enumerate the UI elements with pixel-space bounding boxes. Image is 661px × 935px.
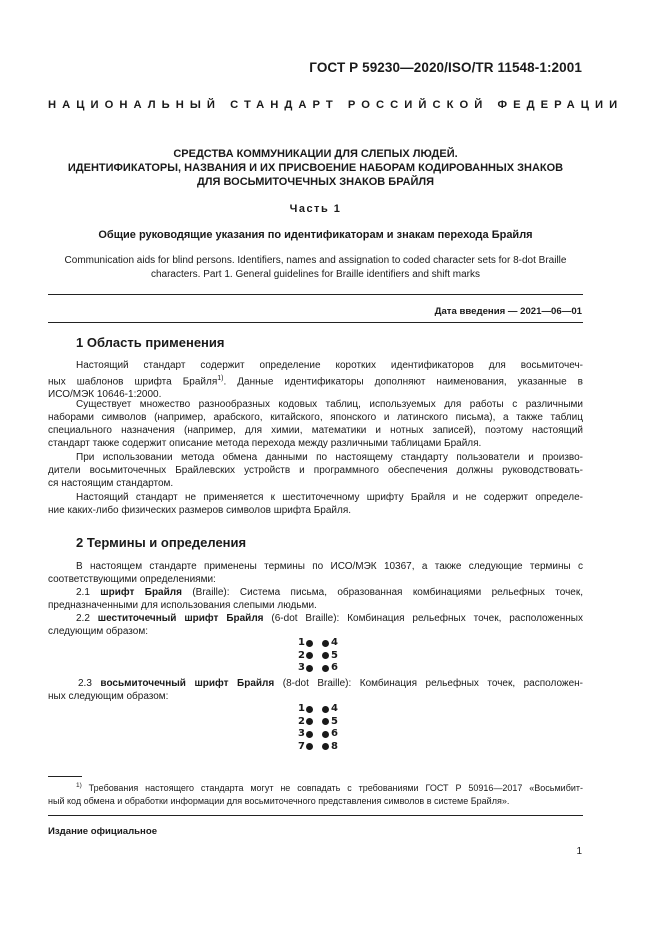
header-rule [48,294,583,295]
text-line: 2.1 шрифт Брайля (Braille): Система письма, образованная комбинациями рельефных точек, [76,587,584,598]
braille-dot-number: 3 [298,728,305,739]
braille-dot-icon [322,665,329,672]
section-2-intro [48,560,583,586]
braille-row [297,728,339,741]
text-line: наборами символов (например, арабского, китайского, японского и латинского письма), а также таблиц [48,412,583,423]
term-2-2 [48,612,583,638]
title-line: СРЕДСТВА КОММУНИКАЦИИ ДЛЯ СЛЕПЫХ ЛЮДЕЙ. [173,148,458,160]
part-subtitle: Общие руководящие указания по идентификаторам и знакам перехода Брайля [98,229,533,241]
braille-dot-number: 5 [331,649,338,661]
text-line: стандарт также содержит описание метода перехода между различными таблицами Брайля. [48,438,482,449]
braille-dot-icon [322,743,329,750]
text-line: Существует множество разнообразных кодовых таблиц, используемых для работы с различными [76,399,583,410]
footer-rule [48,815,583,816]
braille-dot-number: 2 [298,649,305,661]
title-line: ДЛЯ ВОСЬМИТОЧЕЧНЫХ ЗНАКОВ БРАЙЛЯ [196,176,435,188]
section-1-paragraph-2 [48,398,583,450]
braille-dot-number: 5 [331,715,338,727]
official-edition-label: Издание официальное [48,826,158,837]
term-2-3 [48,677,583,703]
braille-dot-number: 4 [331,703,338,714]
braille-dot-icon [306,640,313,647]
braille-dot-icon [322,652,329,659]
text-line: дители восьмиточечных Брайлевских устройств и программного обеспечения должны руководствовать- [48,465,583,476]
gost-code: ГОСТ Р 59230—2020/ISO/TR 11548-1:2001 [309,60,582,75]
braille-dot-icon [306,743,313,750]
text-line: ных следующим образом: [48,691,169,702]
braille-dot-icon [306,665,313,672]
text-line: соответствующими определениями: [48,574,216,585]
braille-dot-icon [306,718,313,725]
braille-row [297,650,339,663]
english-title [48,254,583,282]
braille-dot-number: 6 [331,728,338,739]
page-number: 1 [576,846,582,857]
section-1-paragraph-1 [48,359,583,401]
braille-dot-icon [322,640,329,647]
braille-8-dot-diagram [297,703,339,753]
braille-dot-number: 7 [298,740,305,752]
braille-dot-number: 6 [331,662,338,673]
text-line: ние каких-либо физических размеров символов шрифта Брайля. [48,505,352,516]
document-title [48,147,583,189]
text-line: 2.3 восьмиточечный шрифт Брайля (8-dot Braille): Комбинация рельефных точек, расположен- [78,678,583,689]
text-line: специального назначения (например, для химии, математики и нотных записей), поэтому настоящий [48,425,583,436]
braille-dot-icon [322,718,329,725]
braille-row [297,716,339,729]
section-2-heading: 2 Термины и определения [76,535,247,550]
braille-dot-number: 1 [298,703,305,714]
braille-dot-number: 3 [298,662,305,673]
footnote-mark: 1) [76,782,82,789]
braille-dot-icon [306,731,313,738]
braille-6-dot-diagram [297,637,339,675]
braille-dot-number: 1 [298,637,305,648]
braille-row [297,741,339,754]
footnote [48,780,583,807]
braille-dot-icon [306,652,313,659]
braille-dot-icon [322,706,329,713]
text-line: ИСО/МЭК 10646-1:2000. [48,389,162,401]
footnote-ref[interactable]: 1) [217,375,224,382]
section-1-heading: 1 Область применения [76,335,225,350]
date-rule [48,322,583,323]
term-name: шрифт Брайля [100,587,182,598]
braille-row [297,637,339,650]
english-title-line: Communication aids for blind persons. Identifiers, names and assignation to coded character sets for 8-dot Braille [64,255,567,266]
text-line: Настоящий стандарт не применяется к шеститочечному шрифту Брайля и не содержит определе- [76,492,583,503]
braille-dot-number: 4 [331,637,338,648]
english-title-line: characters. Part 1. General guidelines for Braille identifiers and shift marks [150,269,481,280]
braille-dot-number: 2 [298,715,305,727]
term-name: шеститочечный шрифт Брайля [97,613,264,624]
footnote-rule [48,776,82,777]
braille-dot-icon [306,706,313,713]
braille-dot-icon [322,731,329,738]
footnote-line: $^{1)}$ Требования настоящего стандарта могут не совпадать с требованиями ГОСТ Р 50916—2017 «Восьмибит- [76,782,583,793]
text-line: В настоящем стандарте применены термины по ИСО/МЭК 10367, а также следующие термины с [76,561,583,572]
term-2-1 [48,586,583,612]
text-line: следующим образом: [48,626,148,637]
braille-dot-number: 8 [331,740,338,752]
braille-row [297,662,339,675]
title-line: ИДЕНТИФИКАТОРЫ, НАЗВАНИЯ И ИХ ПРИСВОЕНИЕ НАБОРАМ КОДИРОВАННЫХ ЗНАКОВ [67,162,564,174]
part-label: Часть 1 [289,203,342,215]
introduction-date: Дата введения — 2021—06—01 [434,306,582,317]
text-line: предназначенными для использования слепыми людьми. [48,600,317,611]
text-line: При использовании метода обмена данными по настоящему стандарту пользователи и произво- [76,452,583,463]
section-1-paragraph-4 [48,491,583,517]
text-line: ся настоящим стандартом. [48,478,174,489]
section-1-paragraph-3 [48,451,583,490]
braille-row [297,703,339,716]
term-name: восьмиточечный шрифт Брайля [100,678,275,689]
text-line: 2.2 шеститочечный шрифт Брайля (6-dot Braille): Комбинация рельефных точек, расположенных [76,613,583,624]
footnote-line: ный код обмена и обработки информации для восьмиточечного представления символов в системе Брайля». [48,795,510,806]
national-standard-heading: НАЦИОНАЛЬНЫЙ СТАНДАРТ РОССИЙСКОЙ ФЕДЕРАЦИИ [48,99,624,111]
text-line: ных шаблонов шрифта Брайля$^{1)}$. Данные идентификаторы дополняют наименования, указанные в [48,375,583,388]
text-line: Настоящий стандарт содержит определение коротких идентификаторов для восьмиточеч- [76,360,583,371]
